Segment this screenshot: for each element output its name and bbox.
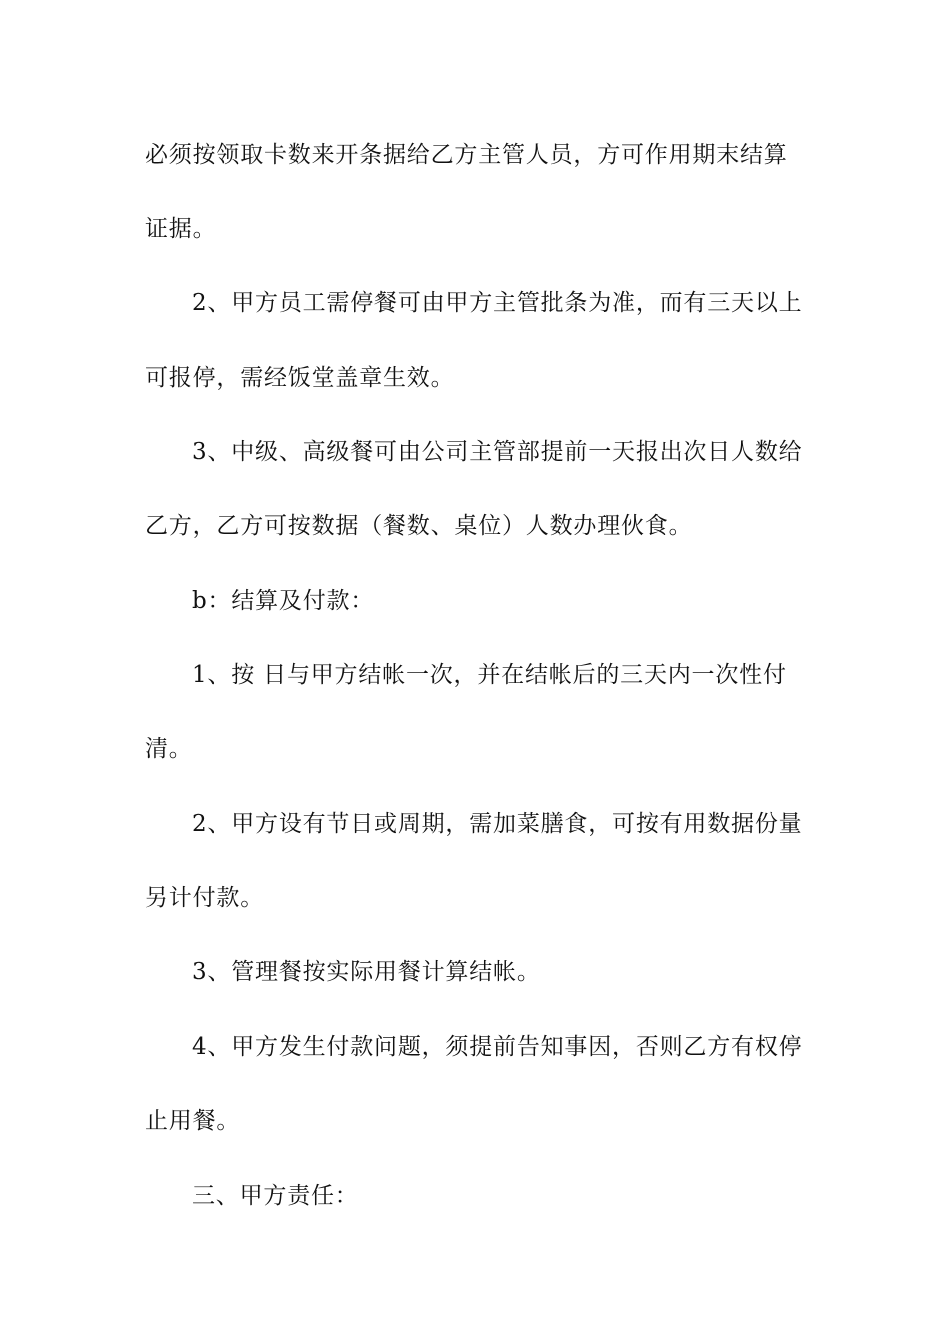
paragraph-line: 3、中级、高级餐可由公司主管部提前一天报出次日人数给 xyxy=(192,439,803,465)
text-line: 必须按领取卡数来开条据给乙方主管人员，方可作用期末结算 xyxy=(145,142,788,168)
text-line: 证据。 xyxy=(145,216,217,242)
paragraph-line: 3、管理餐按实际用餐计算结帐。 xyxy=(192,959,541,985)
paragraph-line: 2、甲方设有节日或周期，需加菜膳食，可按有用数据份量 xyxy=(192,811,803,837)
section-heading: 三、甲方责任： xyxy=(192,1183,359,1209)
text-line: 止用餐。 xyxy=(145,1108,241,1134)
paragraph-line: 4、甲方发生付款问题，须提前告知事因，否则乙方有权停 xyxy=(192,1034,803,1060)
paragraph-line: 2、甲方员工需停餐可由甲方主管批条为准，而有三天以上 xyxy=(192,290,803,316)
paragraph-line: 1、按 日与甲方结帐一次，并在结帐后的三天内一次性付 xyxy=(192,662,787,688)
text-line: 清。 xyxy=(145,736,193,762)
text-line: 可报停，需经饭堂盖章生效。 xyxy=(145,365,455,391)
text-line: 乙方，乙方可按数据（餐数、桌位）人数办理伙食。 xyxy=(145,513,693,539)
section-heading: b：结算及付款： xyxy=(192,588,375,614)
text-line: 另计付款。 xyxy=(145,885,264,911)
